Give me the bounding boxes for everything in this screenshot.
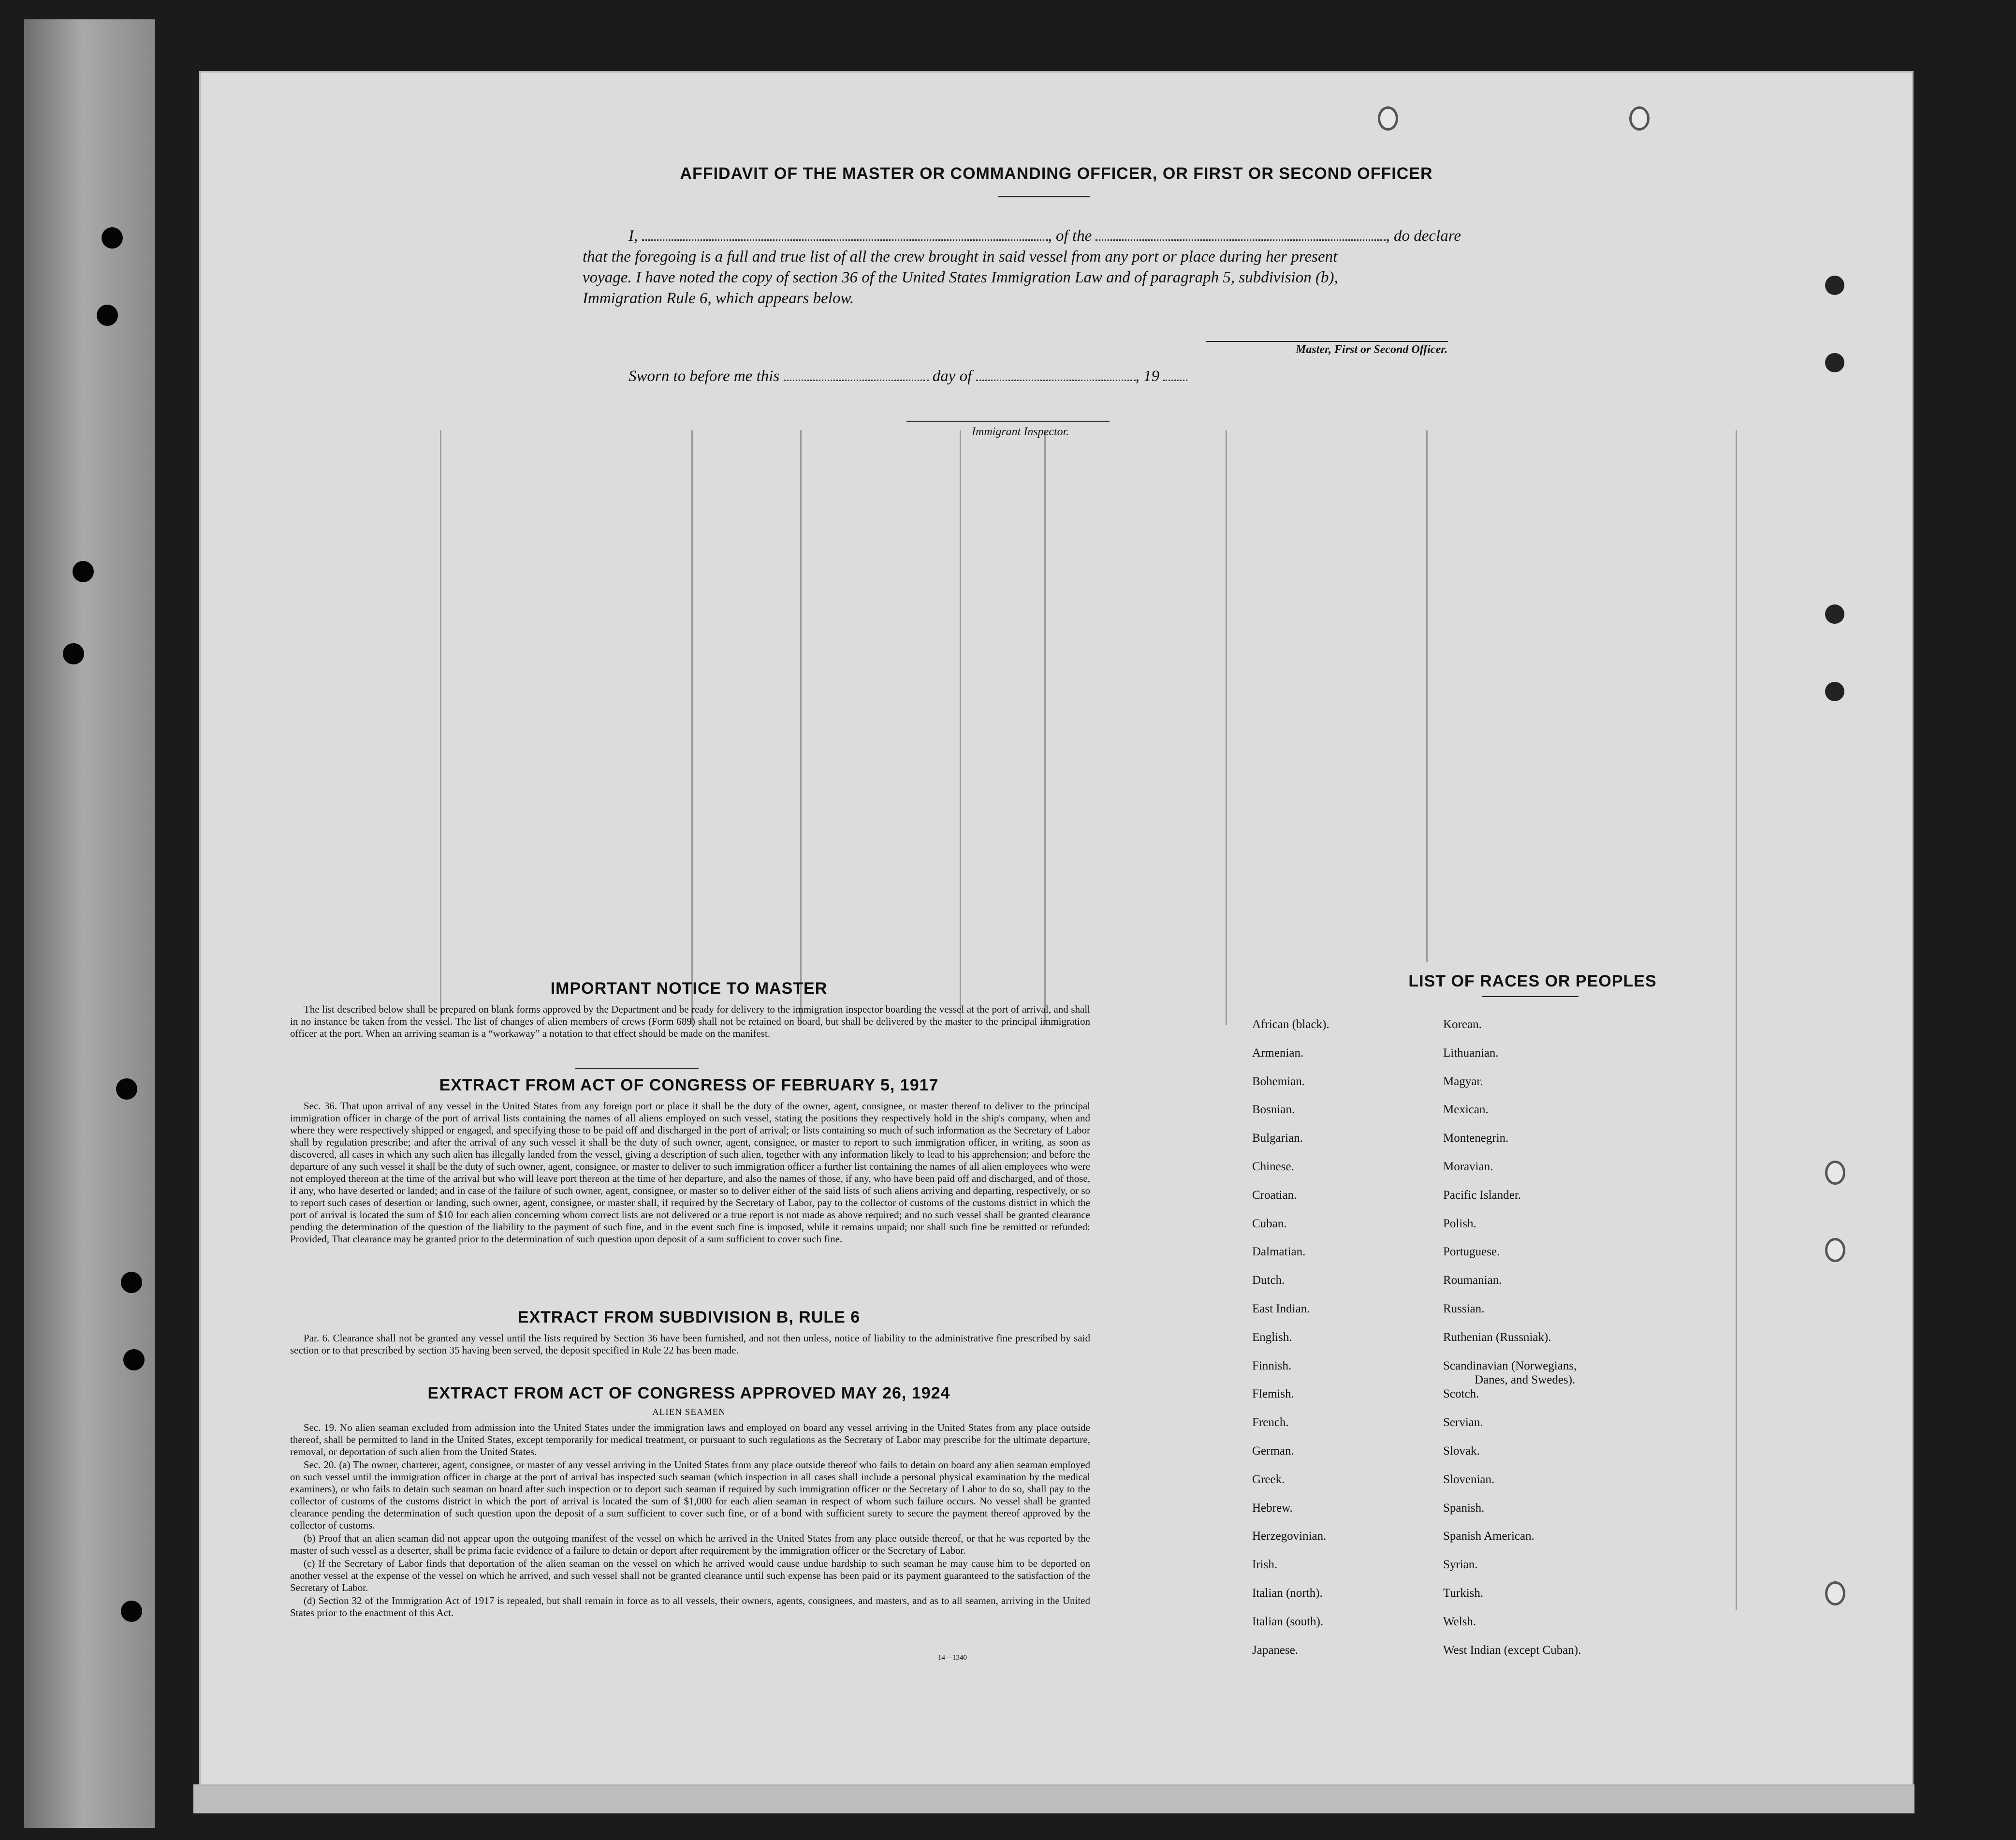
- declarant-name-field[interactable]: [642, 228, 1048, 241]
- extract-1924-title: EXTRACT FROM ACT OF CONGRESS APPROVED MAY 26, 1924: [427, 1384, 950, 1402]
- affidavit-title: AFFIDAVIT OF THE MASTER OR COMMANDING OFFICER, OR FIRST OR SECOND OFFICER: [680, 164, 1433, 183]
- vessel-name-field[interactable]: [1096, 228, 1386, 241]
- column-rule: [440, 430, 441, 1025]
- punch-hole: [1825, 1581, 1845, 1605]
- punch-hole: [1378, 106, 1398, 131]
- column-rule: [1226, 430, 1227, 1025]
- extract-1917-body: [290, 1100, 1090, 1246]
- race-item: Servian.: [1443, 1416, 1483, 1429]
- binder-hole: [97, 305, 118, 326]
- title-rule: [998, 196, 1090, 197]
- race-item: Scandinavian (Norwegians,: [1443, 1359, 1577, 1372]
- race-item: Italian (north).: [1252, 1587, 1323, 1600]
- race-item: Syrian.: [1443, 1558, 1478, 1572]
- declarant-prefix: I,: [628, 227, 638, 245]
- sworn-year-field[interactable]: [1163, 368, 1187, 381]
- alien-seamen-subtitle: ALIEN SEAMEN: [652, 1407, 726, 1417]
- extract-1917-paragraph: Sec. 36. That upon arrival of any vessel in the United States from any foreign port or place it shall be the duty of the owner, agent, consignee, or master thereof to deliver to the principal immigration officer in charge of the port of arrival lists containing the names of all aliens employed on such vessel, stating the positions they respectively hold in the ship's company, when and where they were respectively shipped or engaged, and specifying those to be paid off and discharged in the port of arrival; or lists containing so much of such information as the Secretary of Labor shall by regulation prescribe; and after the arrival of any such vessel it shall be the duty of such owner, agent, consignee, or master to report to such immigration officer, in writing, as soon as discovered, all cases in which any such alien has illegally landed from the vessel, giving a description of such alien, together with any information likely to lead to his apprehension; and before the departure of any such vessel it shall be the duty of such owner, agent, consignee, or master to deliver to such immigration officer a further list containing the names of all alien employees who were not employed thereon at the time of the arrival but who will leave port thereon at the time of her departure, and also the names of those, if any, who have been paid off and discharged, and of those, if any, who have deserted or landed; and in case of the failure of such owner, agent, consignee, or master so to deliver either of the said lists of such aliens arriving and departing, respectively, or so to report such cases of desertion or landing, such owner, agent, consignee, or master shall, if required by the Secretary of Labor, pay to the collector of customs of the customs district in which the port of arrival is located the sum of $10 for each alien concerning whom correct lists are not delivered or a true report is not made as above required; and no such vessel shall be granted clearance pending the determination of the question of the liability to the payment of such fine, and in the event such fine is imposed, while it remains unpaid; nor shall such fine be remitted or refunded: Provided, That clearance may be granted prior to the determination of such question upon deposit of a sum sufficient to cover such fine.: [290, 1100, 1090, 1245]
- master-signature-line[interactable]: [1206, 341, 1448, 342]
- race-item: Slovak.: [1443, 1444, 1480, 1457]
- binder-hole: [121, 1272, 142, 1293]
- punch-hole: [1825, 1161, 1845, 1185]
- punch-hole: [1825, 682, 1844, 701]
- race-item: Mexican.: [1443, 1103, 1489, 1117]
- section-rule: [575, 1068, 699, 1069]
- affidavit-line-1: [628, 227, 1461, 245]
- form-number: 14—1340: [938, 1654, 967, 1662]
- race-item: Croatian.: [1252, 1188, 1297, 1202]
- binder-hole: [116, 1078, 137, 1100]
- document-page: [201, 73, 1912, 1784]
- race-item: Moravian.: [1443, 1160, 1493, 1173]
- race-item: Flemish.: [1252, 1387, 1294, 1401]
- race-item: Bulgarian.: [1252, 1132, 1303, 1145]
- extract-1917-title: EXTRACT FROM ACT OF CONGRESS OF FEBRUARY 5, 1917: [439, 1076, 939, 1094]
- race-item: Bosnian.: [1252, 1103, 1295, 1117]
- race-item: Scotch.: [1443, 1387, 1479, 1401]
- race-item: Polish.: [1443, 1217, 1476, 1230]
- race-item: Slovenian.: [1443, 1472, 1495, 1486]
- binder-hole: [63, 643, 84, 664]
- affidavit-line-4: Immigration Rule 6, which appears below.: [583, 290, 854, 307]
- race-item: Roumanian.: [1443, 1274, 1502, 1287]
- race-item-continuation: Danes, and Swedes).: [1475, 1373, 1576, 1386]
- races-title-rule: [1482, 996, 1578, 997]
- column-rule: [691, 430, 693, 1025]
- race-item: Irish.: [1252, 1558, 1278, 1572]
- declare-label: , do declare: [1386, 227, 1461, 245]
- affidavit-line-2: that the foregoing is a full and true list of all the crew brought in said vessel from any port or place during her present: [583, 248, 1338, 265]
- race-item: Italian (south).: [1252, 1615, 1324, 1628]
- race-item: Pacific Islander.: [1443, 1188, 1521, 1202]
- race-item: West Indian (except Cuban).: [1443, 1643, 1581, 1657]
- race-item: Armenian.: [1252, 1046, 1304, 1060]
- extract-1924-sec20b: (b) Proof that an alien seaman did not appear upon the outgoing manifest of the vessel on which he arrived in the United States from any place outside thereof, or that he was reported by the master of such vessel as a deserter, shall be prima facie evidence of a failure to detain or deport after requirement by the immigration officer or the Secretary of Labor.: [290, 1532, 1090, 1556]
- race-item: Hebrew.: [1252, 1501, 1293, 1515]
- notice-body: [290, 1003, 1090, 1041]
- column-rule: [1736, 430, 1737, 1610]
- race-item: Herzegovinian.: [1252, 1530, 1327, 1543]
- race-item: Spanish.: [1443, 1501, 1485, 1515]
- sworn-line: [628, 368, 1187, 385]
- race-item: Montenegrin.: [1443, 1132, 1509, 1145]
- race-item: East Indian.: [1252, 1302, 1310, 1315]
- extract-1924-sec19: Sec. 19. No alien seaman excluded from admission into the United States under the immigration laws and employed on board any vessel arriving in the United States from any place outside thereof, shall be permitted to land in the United States, except temporarily for medical treatment, or pursuant to such regulations as the Secretary of Labor may prescribe for the ultimate departure, removal, or deportation of such alien from the United States.: [290, 1422, 1090, 1457]
- affidavit-line-3: voyage. I have noted the copy of section 36 of the United States Immigration Law and of paragraph 5, subdivision (b),: [583, 269, 1338, 286]
- year-label: , 19: [1135, 368, 1160, 385]
- race-item: African (black).: [1252, 1018, 1329, 1031]
- binder-hole: [123, 1349, 145, 1370]
- race-item: French.: [1252, 1416, 1289, 1429]
- binder-hole: [102, 227, 123, 249]
- race-item: Welsh.: [1443, 1615, 1476, 1628]
- punch-hole: [1825, 353, 1844, 372]
- race-item: Japanese.: [1252, 1643, 1299, 1657]
- inspector-signature-line[interactable]: [906, 421, 1110, 422]
- column-rule: [1044, 430, 1046, 1025]
- column-rule: [1426, 430, 1428, 962]
- race-item: Bohemian.: [1252, 1075, 1305, 1088]
- race-item: Ruthenian (Russniak).: [1443, 1330, 1551, 1344]
- inspector-label: Immigrant Inspector.: [972, 426, 1069, 438]
- binder-hole: [73, 561, 94, 582]
- race-item: Portuguese.: [1443, 1245, 1500, 1259]
- page-edge-shadow: [193, 1784, 1914, 1813]
- race-item: Chinese.: [1252, 1160, 1294, 1173]
- sworn-label: Sworn to before me this: [628, 368, 780, 385]
- extract-rule6-paragraph: Par. 6. Clearance shall not be granted any vessel until the lists required by Section 36 have been furnished, and not then unless, notice of liability to the administrative fine prescribed by said section or to that prescribed by section 35 having been served, the deposit specified in Rule 22 has been made.: [290, 1332, 1090, 1356]
- extract-rule6-title: EXTRACT FROM SUBDIVISION B, RULE 6: [517, 1308, 861, 1326]
- notice-paragraph: The list described below shall be prepared on blank forms approved by the Department and be ready for delivery to the immigration inspector boarding the vessel at the port of arrival, and shall in no instance be taken from the vessel. The list of changes of alien members of crews (Form 689) shall not be retained on board, but shall be delivered by the master to the principal immigration officer at the port. When an arriving seaman is a “workaway” a notation to that effect should be made on the manifest.: [290, 1003, 1090, 1039]
- race-item: English.: [1252, 1330, 1292, 1344]
- extract-1924-sec20c: (c) If the Secretary of Labor finds that deportation of the alien seaman on the vessel on which he arrived would cause undue hardship to such seaman he may cause him to be deported on another vessel at the expense of the vessel on which he arrived, and such vessel shall not be granted clearance until such expense has been paid or its payment guaranteed to the satisfaction of the Secretary of Labor.: [290, 1558, 1090, 1593]
- punch-hole: [1825, 604, 1844, 624]
- race-item: Korean.: [1443, 1018, 1482, 1031]
- race-item: Greek.: [1252, 1472, 1285, 1486]
- punch-hole: [1825, 276, 1844, 295]
- race-item: Finnish.: [1252, 1359, 1292, 1372]
- extract-1924-sec20d: (d) Section 32 of the Immigration Act of 1917 is repealed, but shall remain in force as to all vessels, their owners, agents, consignees, and masters, and as to all seamen, arriving in the United States prior to the enactment of this Act.: [290, 1595, 1090, 1619]
- punch-hole: [1629, 106, 1650, 131]
- extract-1924-body: [290, 1422, 1090, 1620]
- extract-rule6-body: [290, 1332, 1090, 1357]
- punch-hole: [1825, 1238, 1845, 1262]
- sworn-month-field[interactable]: [976, 368, 1136, 381]
- master-signature-label: Master, First or Second Officer.: [1296, 343, 1448, 356]
- race-item: Turkish.: [1443, 1587, 1484, 1600]
- race-item: Dalmatian.: [1252, 1245, 1306, 1259]
- race-item: Dutch.: [1252, 1274, 1285, 1287]
- binder-hole: [121, 1601, 142, 1622]
- race-item: Russian.: [1443, 1302, 1485, 1315]
- binder-strip: [24, 19, 155, 1828]
- race-item: Lithuanian.: [1443, 1046, 1499, 1060]
- race-item: Magyar.: [1443, 1075, 1483, 1088]
- race-item: Spanish American.: [1443, 1530, 1534, 1543]
- sworn-day-field[interactable]: [784, 368, 929, 381]
- extract-1924-sec20a: Sec. 20. (a) The owner, charterer, agent, consignee, or master of any vessel arriving in the United States from any place outside thereof who fails to detain on board any alien seaman employed on such vessel until the immigration officer in charge at the port of arrival has inspected such seaman (which inspection in all cases shall include a personal physical examination by the medical examiners), or who fails to detain such seaman on board after such inspection or to deport such seaman if required by such immigration officer or the Secretary of Labor to do so, shall pay to the collector of customs of the customs district in which the port of arrival is located the sum of $1,000 for each alien seaman in respect of whom such failure occurs. No vessel shall be granted clearance pending the determination of such question upon the deposit of a sum sufficient to cover such fine, or of a bond with sufficient surety to secure the payment thereof approved by the collector of customs.: [290, 1459, 1090, 1531]
- column-rule: [960, 430, 961, 1025]
- day-of-label: day of: [932, 368, 972, 385]
- notice-title: IMPORTANT NOTICE TO MASTER: [550, 979, 828, 998]
- race-item: Cuban.: [1252, 1217, 1287, 1230]
- races-title: LIST OF RACES OR PEOPLES: [1408, 972, 1657, 990]
- race-item: German.: [1252, 1444, 1294, 1457]
- vessel-of-label: , of the: [1048, 227, 1092, 245]
- column-rule: [800, 430, 802, 1025]
